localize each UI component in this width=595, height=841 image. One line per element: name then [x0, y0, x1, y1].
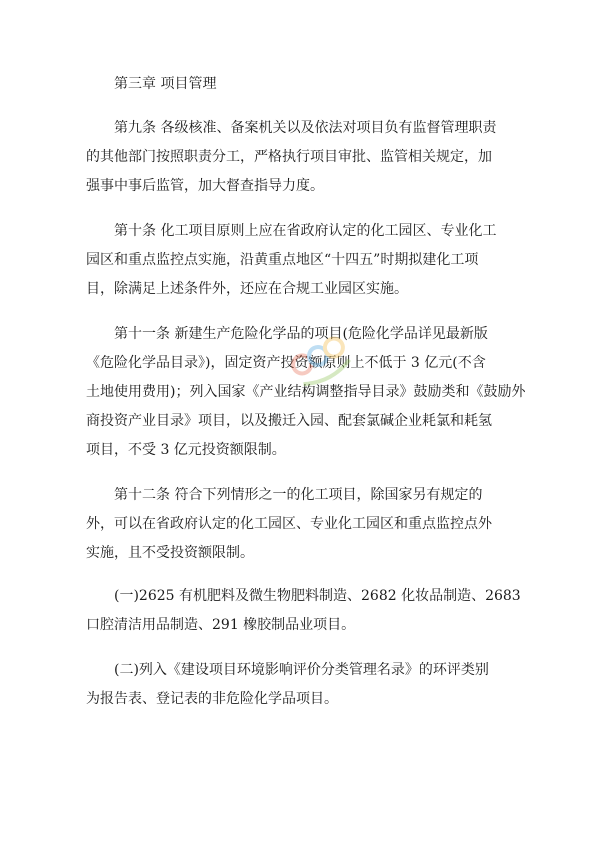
article-line: 为报告表、登记表的非危险化学品项目。 — [86, 691, 338, 707]
clause-2 — [86, 656, 506, 714]
article-line: 目，除满足上述条件外，还应在合规工业园区实施。 — [86, 281, 408, 297]
article-line: 第十二条 符合下列情形之一的化工项目，除国家另有规定的 — [86, 487, 483, 503]
article-line: 园区和重点监控点实施，沿黄重点地区“十四五”时期拟建化工项 — [86, 252, 479, 268]
article-line: 口腔清洁用品制造、291 橡胶制品业项目。 — [86, 617, 356, 633]
article-line: 第十一条 新建生产危险化学品的项目(危险化学品详见最新版 — [86, 326, 488, 342]
chapter-heading: 第三章 项目管理 — [114, 76, 217, 92]
article-line: 第九条 各级核准、备案机关以及依法对项目负有监督管理职责 — [86, 120, 497, 136]
article-line: (一)2625 有机肥料及微生物肥料制造、2682 化妆品制造、2683 — [86, 588, 521, 604]
article-line: 商投资产业目录》项目，以及搬迁入园、配套氯碱企业耗氯和耗氢 — [86, 413, 492, 429]
article-line: 土地使用费用)；列入国家《产业结构调整指导目录》鼓励类和《鼓励外 — [86, 384, 526, 400]
article-12 — [86, 481, 506, 568]
clause-1 — [86, 582, 521, 640]
article-line: 第十条 化工项目原则上应在省政府认定的化工园区、专业化工 — [86, 223, 497, 239]
article-line: 项目，不受 3 亿元投资额限制。 — [86, 442, 286, 458]
article-line: 外，可以在省政府认定的化工园区、专业化工园区和重点监控点外 — [86, 516, 492, 532]
article-9 — [86, 114, 506, 201]
article-line: 强事中事后监管，加大督查指导力度。 — [86, 178, 324, 194]
article-line: (二)列入《建设项目环境影响评价分类管理名录》的环评类别 — [86, 662, 489, 678]
article-line: 《危险化学品目录》)，固定资产投资额原则上不低于 3 亿元(不含 — [86, 355, 486, 371]
article-line: 的其他部门按照职责分工，严格执行项目审批、监管相关规定，加 — [86, 149, 492, 165]
article-line: 实施，且不受投资额限制。 — [86, 545, 254, 561]
article-10 — [86, 217, 506, 304]
